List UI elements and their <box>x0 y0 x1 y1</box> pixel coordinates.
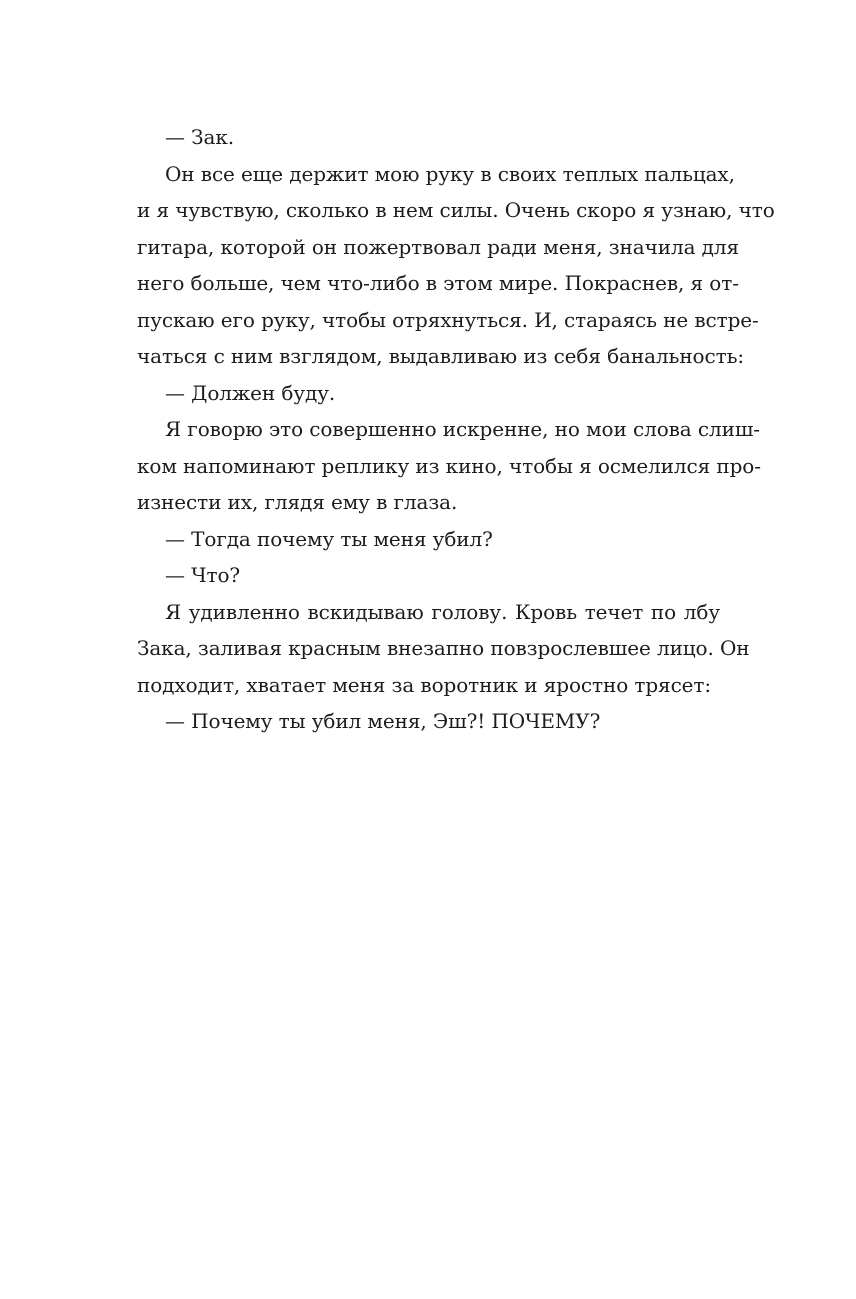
paragraph <box>137 156 775 375</box>
text-line: чаться с ним взглядом, выдавливаю из себя банальность: <box>137 344 744 368</box>
text-line: гитара, которой он пожертвовал ради меня, значила для <box>137 234 739 259</box>
text-line: изнести их, глядя ему в глаза. <box>137 490 458 514</box>
dialogue-line <box>165 521 720 558</box>
text-line: подходит, хватает меня за воротник и яростно трясет: <box>137 672 712 697</box>
text-line: и я чувствую, сколько в нем силы. Очень скоро я узнаю, что <box>137 198 775 222</box>
text-line: — Должен буду. <box>165 380 336 405</box>
text-line: — Зак. <box>165 125 234 149</box>
paragraph <box>137 594 750 704</box>
text-line: ком напоминают реплику из кино, чтобы я осмелился про- <box>137 453 761 478</box>
dialogue-line <box>165 557 720 594</box>
text-line: Я удивленно вскидываю голову. Кровь течет по лбу <box>165 599 720 624</box>
page-text <box>137 119 775 740</box>
text-line: Я говорю это совершенно искренне, но мои слова слиш- <box>165 417 760 441</box>
text-line: него больше, чем что-либо в этом мире. Покраснев, я от- <box>137 271 739 295</box>
text-line: Он все еще держит мою руку в своих теплых пальцах, <box>165 161 735 186</box>
dialogue-line <box>165 375 720 412</box>
text-line: — Что? <box>165 563 241 587</box>
dialogue-line <box>165 119 720 156</box>
text-line: пускаю его руку, чтобы отряхнуться. И, стараясь не встре- <box>137 307 759 332</box>
text-line: Зака, заливая красным внезапно повзрослевшее лицо. Он <box>137 636 750 660</box>
paragraph <box>137 411 761 521</box>
dialogue-line <box>165 703 720 740</box>
text-line: — Почему ты убил меня, Эш?! ПОЧЕМУ? <box>165 709 601 733</box>
text-line: — Тогда почему ты меня убил? <box>165 526 493 551</box>
